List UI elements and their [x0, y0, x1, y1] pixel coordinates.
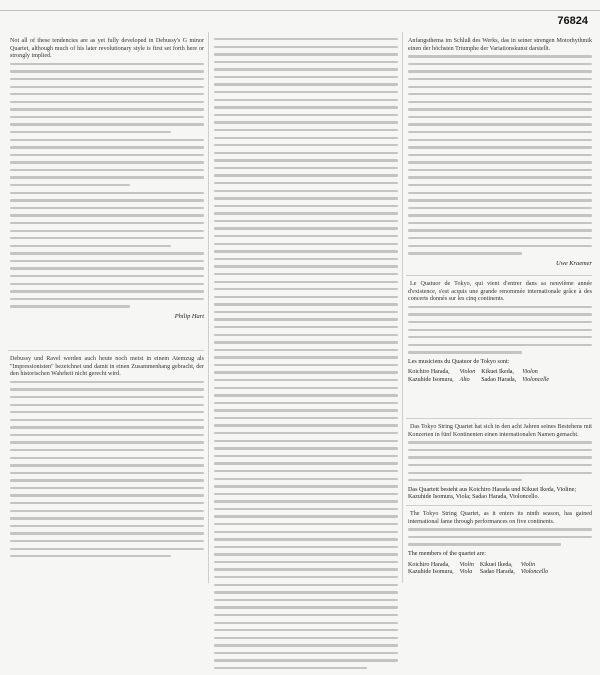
english-members-heading: The members of the quartet are: — [408, 550, 486, 557]
member-name: Kazuhide Isomura, — [408, 568, 454, 575]
english-members-notes — [408, 511, 592, 578]
text-lines-placeholder — [408, 306, 592, 354]
german-notes-left — [10, 356, 204, 563]
english-notes-lead: Not all of these tendencies are as yet fully developed in Debussy's G minor Quartet, although much of his later revolutionary style is first set forth here or strongly implied. — [10, 38, 204, 60]
section-divider — [406, 275, 592, 276]
french-members-table — [408, 369, 555, 384]
english-notes — [10, 38, 204, 320]
text-lines-placeholder — [408, 441, 592, 481]
catalog-number: 76824 — [557, 15, 588, 27]
member-instrument: Violon — [459, 369, 476, 376]
english-members-table — [408, 562, 554, 577]
member-instrument: Violoncelle — [522, 376, 550, 383]
member-name: Kikuei Ikeda, — [479, 561, 513, 568]
member-instrument: Violin — [520, 561, 536, 568]
member-name: Sadao Harada, — [481, 376, 517, 383]
text-lines-placeholder — [10, 63, 204, 308]
text-lines-placeholder — [408, 528, 592, 546]
section-divider — [8, 350, 204, 351]
german-notes-middle — [214, 38, 398, 675]
german-members-lead: Das Tokyo String Quartet hat sich in den acht Jahren seines Bestehens mit Konzerten in fünf Kontinenten einen internationalen Namen gemacht. — [408, 424, 592, 438]
french-notes — [408, 281, 592, 386]
member-instrument: Alto — [459, 376, 470, 383]
french-notes-lead: Le Quatuor de Tokyo, qui vient d'entrer dans sa neuvième année d'existence, s'est acquis une grande renommée internationale grâce à des concerts donnés sur les cinq continents. — [408, 281, 592, 303]
member-name: Koichiro Harada, — [408, 561, 450, 568]
german-notes-right-lead: Anfangsthema im Schluß des Werks, das in seiner strengen Motorhythmik einen der höchsten Triumphe der Variationskunst darstellt. — [408, 38, 592, 52]
section-divider — [406, 505, 592, 506]
text-lines-placeholder — [10, 381, 204, 558]
german-notes-author: Uwe Kraemer — [555, 259, 592, 267]
column-divider — [402, 32, 403, 583]
member-name: Sadao Harada, — [479, 568, 515, 575]
text-lines-placeholder — [408, 55, 592, 254]
member-name: Kazuhide Isomura, — [408, 376, 454, 383]
english-notes-author: Philip Hart — [174, 312, 204, 320]
member-instrument: Violon — [522, 369, 538, 376]
member-name: Kikuei Ikeda, — [481, 369, 514, 376]
german-notes-lead: Debussy und Ravel werden auch heute noch meist in einem Atemzug als "Impressionisten" bezeichnet und damit in einen Zusammenhang gebracht, der den historischen Wahrheit nicht gerecht wird. — [10, 356, 204, 378]
member-instrument: Viola — [459, 568, 473, 575]
text-lines-placeholder — [214, 38, 398, 669]
member-instrument: Violin — [459, 561, 474, 568]
french-members-heading: Les musiciens du Quatuor de Tokyo sont: — [408, 358, 510, 365]
german-members-notes — [408, 424, 592, 502]
member-instrument: Violoncello — [520, 568, 549, 575]
member-name: Koichiro Harada, — [408, 369, 450, 376]
column-divider — [208, 32, 209, 583]
english-members-lead: The Tokyo String Quartet, as it enters its ninth season, has gained international fame through performances on five continents. — [408, 511, 592, 525]
german-notes-right — [408, 38, 592, 267]
section-divider — [406, 418, 592, 419]
german-members-text: Das Quartett besteht aus Koichiro Harada und Kikuei Ikeda, Violine; Kazuhide Isomura, Viola; Sadao Harada, Violoncello. — [408, 486, 577, 501]
top-rule — [0, 10, 600, 11]
